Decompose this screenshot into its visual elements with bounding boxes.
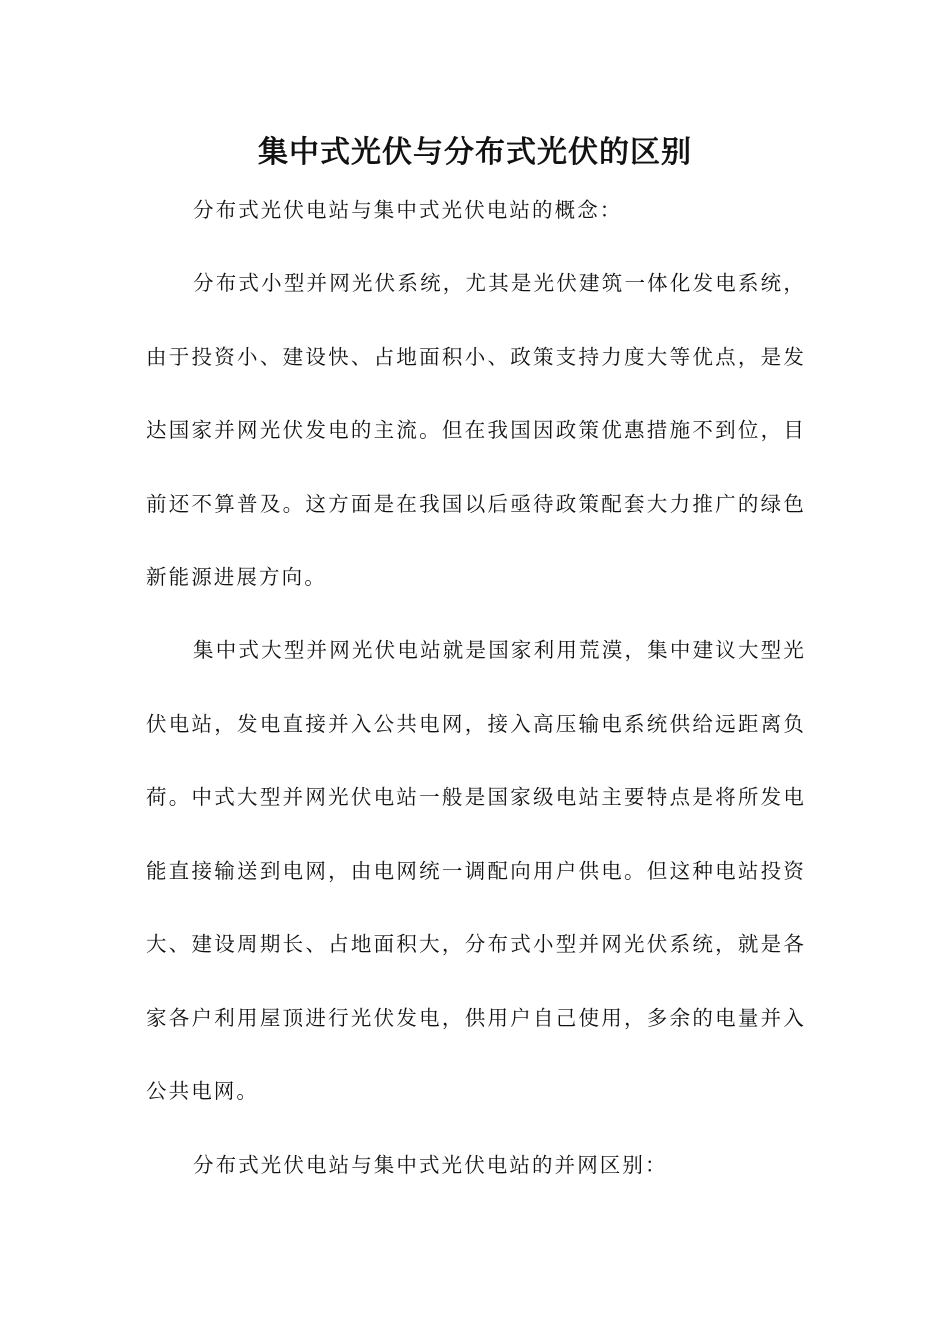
document-title: 集中式光伏与分布式光伏的区别 [258, 135, 692, 170]
paragraph-centralized-pv: 集中式大型并网光伏电站就是国家利用荒漠，集中建议大型光伏电站，发电直接并入公共电网，接入高压输电系统供给远距离负荷。中式大型并网光伏电站一般是国家级电站主要特点是将所发电能直接输送到电网，由电网统一调配向用户供电。但这种电站投资大、建设周期长、占地面积大，分布式小型并网光伏系统，就是各家各户利用屋顶进行光伏发电，供用户自己使用，多余的电量并入公共电网。 [146, 638, 806, 1103]
paragraph-distributed-pv: 分布式小型并网光伏系统，尤其是光伏建筑一体化发电系统，由于投资小、建设快、占地面积小、政策支持力度大等优点，是发达国家并网光伏发电的主流。但在我国因政策优惠措施不到位，目前还不算普及。这方面是在我国以后亟待政策配套大力推广的绿色新能源进展方向。 [146, 271, 806, 589]
paragraph-grid-difference-heading: 分布式光伏电站与集中式光伏电站的并网区别： [193, 1153, 668, 1177]
paragraph-concept-heading: 分布式光伏电站与集中式光伏电站的概念： [193, 198, 623, 222]
